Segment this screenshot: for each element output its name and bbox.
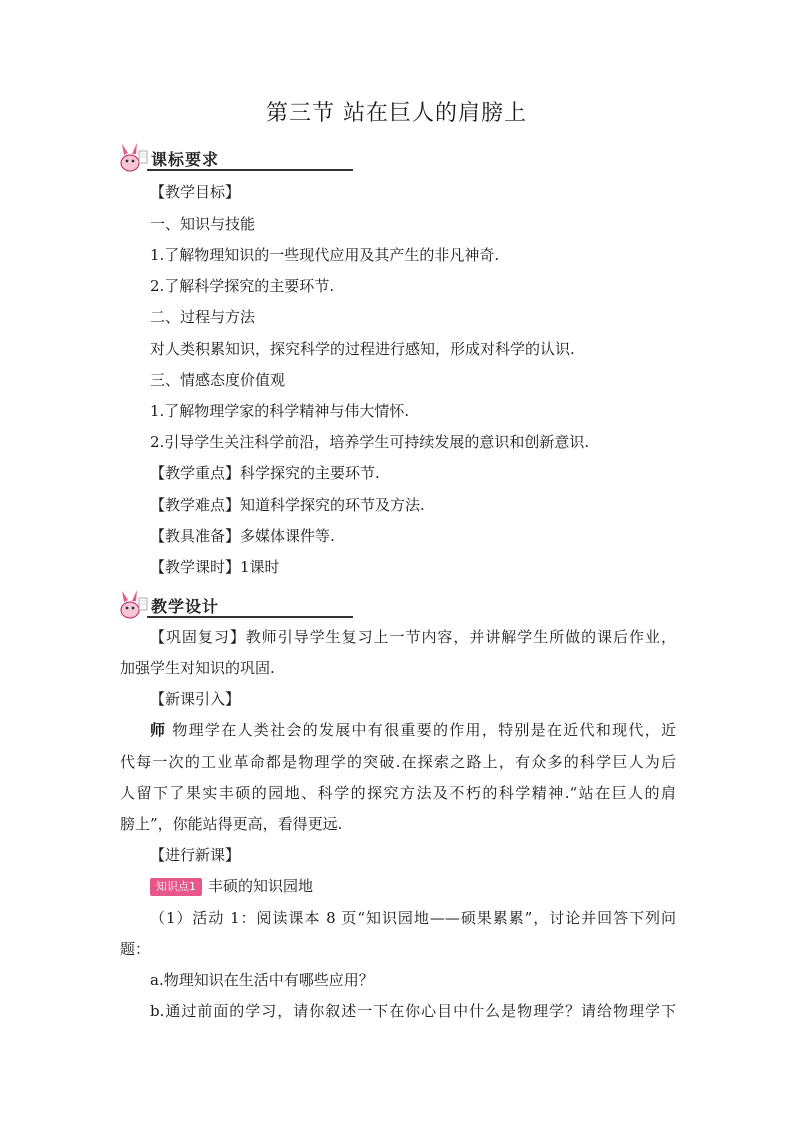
text-line: 2.引导学生关注科学前沿，培养学生可持续发展的意识和创新意识.: [150, 433, 590, 451]
text-line: 三、情感态度价值观: [150, 371, 286, 389]
text-line: a.物理知识在生活中有哪些应用？: [150, 971, 374, 989]
text-line: 题：: [120, 940, 151, 958]
section-header-curriculum: [117, 141, 247, 175]
page-title: 第三节 站在巨人的肩膀上: [266, 101, 527, 126]
text-line: 【新课引入】: [150, 690, 241, 708]
text-line: 对人类积累知识，探究科学的过程进行感知，形成对科学的认识.: [150, 340, 575, 358]
text-line: 【教学目标】: [150, 183, 241, 201]
knowledge-point-badge: 知识点1: [150, 878, 202, 896]
section-title: 课标要求: [151, 150, 220, 169]
knowledge-point-heading: [150, 876, 676, 896]
text-line: 人留下了果实丰硕的园地、科学的探究方法及不朽的科学精神.“站在巨人的肩: [120, 784, 676, 802]
text-line: 二、过程与方法: [150, 308, 256, 326]
text-line: 1.了解物理学家的科学精神与伟大情怀.: [150, 402, 410, 420]
text-line: 1.了解物理知识的一些现代应用及其产生的非凡神奇.: [150, 246, 500, 264]
text-line: 【教学重点】科学探究的主要环节.: [150, 464, 380, 482]
text-line: [150, 720, 676, 740]
text-line: 2.了解科学探究的主要环节.: [150, 277, 335, 295]
text-line: 【进行新课】: [150, 846, 241, 864]
text-line: 代每一次的工业革命都是物理学的突破.在探索之路上，有众多的科学巨人为后: [120, 753, 676, 771]
text-line: 膀上”，你能站得更高，看得更远.: [120, 815, 343, 833]
text-line: 【巩固复习】教师引导学生复习上一节内容，并讲解学生所做的课后作业，: [150, 628, 676, 646]
section-divider: [147, 169, 353, 171]
text-line: b.通过前面的学习，请你叙述一下在你心目中什么是物理学？请给物理学下: [150, 1002, 676, 1020]
section-title: 教学设计: [151, 597, 220, 616]
text-line: 【教学课时】1课时: [150, 558, 280, 576]
text-line: （1）活动 1：阅读课本 8 页“知识园地——硕果累累”，讨论并回答下列问: [150, 909, 676, 927]
teacher-label: 师: [150, 721, 167, 739]
text-line: 【教具准备】多媒体课件等.: [150, 527, 335, 545]
section-header-design: [117, 588, 247, 622]
text-line: 一、知识与技能: [150, 215, 256, 233]
knowledge-point-title: 丰硕的知识园地: [208, 877, 314, 895]
text-segment: 物理学在人类社会的发展中有很重要的作用，特别是在近代和现代，近: [166, 721, 676, 739]
section-divider: [147, 616, 353, 618]
text-line: 加强学生对知识的巩固.: [120, 659, 275, 677]
text-line: 【教学难点】知道科学探究的环节及方法.: [150, 496, 425, 514]
